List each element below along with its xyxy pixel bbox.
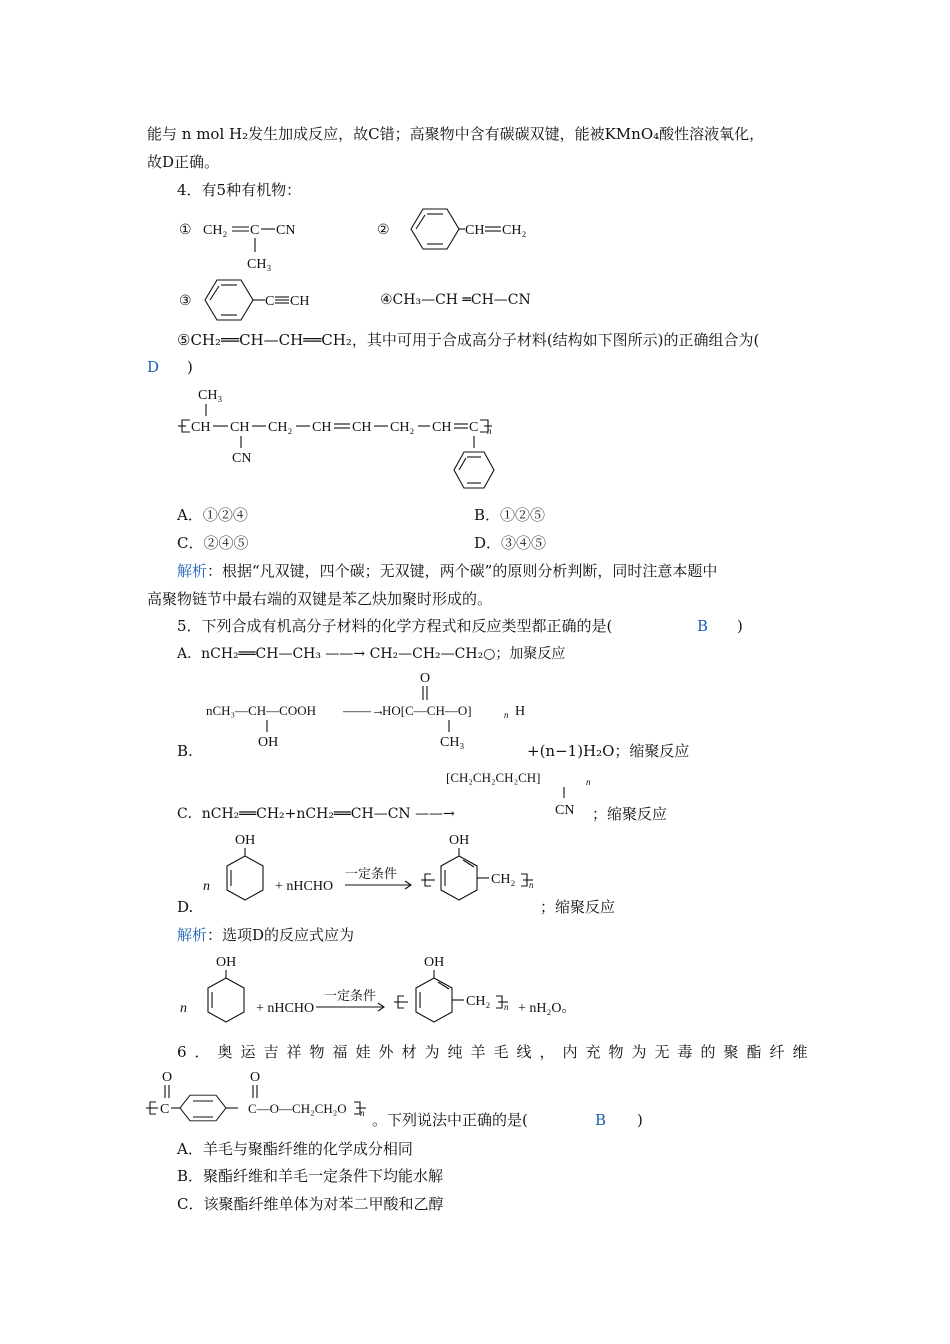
q6-option-b: B．聚酯纤维和羊毛一定条件下均能水解 (177, 1167, 444, 1185)
b-product: HO[C—CH—O] (382, 703, 472, 718)
e-oh: OH (216, 955, 237, 970)
q5-explanation-label: 解析 (177, 926, 208, 944)
e-n: n (180, 1001, 187, 1016)
b-ch3: CH₃ (440, 735, 465, 750)
q5-explanation-equation (172, 952, 632, 1038)
poly-ch2-a: CH₂ (268, 420, 293, 435)
q5-close-paren: ) (737, 617, 743, 635)
c3-c: C (265, 294, 275, 309)
e-poly-ch2: CH₂ (466, 994, 491, 1009)
pe-c1: C (160, 1102, 170, 1117)
c1-cn: CN (276, 223, 296, 238)
c-poly: [CH₂CH₂CH₂CH] (446, 770, 541, 785)
q4-answer: D (147, 358, 160, 376)
q4-option-b: B．①②⑤ (474, 506, 546, 524)
polymer-structure (176, 386, 506, 498)
q4-explanation-line1: ：根据“凡双键，四个碳；无双键，两个碳”的原则分析判断，同时注意本题中 (207, 562, 718, 580)
q4-option-d: D．③④⑤ (474, 534, 547, 552)
d-plus: + nHCHO (275, 879, 334, 894)
d-poly-n: n (529, 880, 534, 890)
c2-ch: CH (465, 223, 485, 238)
poly-ch-c: CH (312, 420, 332, 435)
b-lhs: nCH₃—CH—COOH (206, 703, 316, 718)
q4-close-paren: ) (187, 358, 193, 376)
polyester-structure (146, 1068, 406, 1122)
pe-o1: O (162, 1070, 173, 1085)
q6-close-paren: ) (637, 1111, 643, 1129)
poly-n: n (487, 426, 492, 436)
q4-explanation-label: 解析 (177, 562, 208, 580)
prev-text-line2: 故D正确。 (147, 153, 220, 171)
poly-c-end: C (469, 420, 479, 435)
prev-text-line1: 能与 n mol H₂发生加成反应，故C错；高聚物中含有碳碳双键，能被KMnO₄酸性溶液氧化， (147, 125, 765, 143)
b-h: H (515, 704, 526, 719)
compound-5-line: ⑤CH₂══CH—CH══CH₂，其中可用于合成高分子材料(结构如下图所示)的正确组合为( (177, 331, 760, 349)
q5-option-a: A．nCH₂══CH—CH₃ ——→ CH₂—CH₂—CH₂○；加聚反应 (177, 646, 566, 662)
q5-stem: 5．下列合成有机高分子材料的化学方程式和反应类型都正确的是( (177, 617, 613, 635)
q5-option-b-label: B. (177, 742, 193, 760)
d-oh: OH (235, 833, 256, 848)
q6-option-a: A．羊毛与聚酯纤维的化学成分相同 (177, 1140, 413, 1158)
compound-1-structure (177, 212, 317, 274)
b-oh: OH (258, 735, 279, 750)
c1-c: C (250, 223, 260, 238)
poly-ch-a: CH (191, 420, 211, 435)
b-o: O (420, 671, 431, 686)
c-n: n (586, 777, 591, 787)
b-arrow: ——→ (343, 704, 385, 719)
poly-ch3: CH₃ (198, 388, 223, 403)
c1-num: ① (179, 223, 192, 238)
c-cn: CN (555, 803, 575, 818)
compound-3-structure (177, 276, 327, 326)
poly-ch2-b: CH₂ (390, 420, 415, 435)
poly-ch-b: CH (230, 420, 250, 435)
q5-answer: B (697, 617, 709, 635)
e-poly-oh: OH (424, 955, 445, 970)
q4-explanation-line2: 高聚物链节中最右端的双键是苯乙炔加聚时形成的。 (147, 590, 493, 608)
poly-ch-e: CH (432, 420, 452, 435)
e-poly-n: n (504, 1002, 509, 1012)
e-cond: 一定条件 (324, 988, 377, 1003)
d-poly-ch2: CH₂ (491, 872, 516, 887)
q5-option-c-tail: ；缩聚反应 (592, 805, 668, 823)
d-poly-oh: OH (449, 833, 470, 848)
q6-stem-tail: 。下列说法中正确的是( (372, 1111, 528, 1129)
d-cond: 一定条件 (345, 866, 398, 881)
q5-option-b-tail: +(n−1)H₂O；缩聚反应 (527, 742, 690, 760)
poly-ch-d: CH (352, 420, 372, 435)
q5-option-d-equation (195, 830, 555, 916)
pe-o2: O (250, 1070, 261, 1085)
q5-explanation-line1: ：选项D的反应式应为 (207, 926, 355, 944)
q5-option-d-tail: ；缩聚反应 (540, 898, 616, 916)
q6-option-c: C．该聚酯纤维单体为对苯二甲酸和乙醇 (177, 1195, 444, 1213)
poly-cn: CN (232, 451, 252, 466)
b-n: n (504, 710, 509, 720)
q4-stem: 4．有5种有机物： (177, 181, 302, 199)
c3-ch: CH (290, 294, 310, 309)
compound-4: ④CH₃—CH ═CH—CN (380, 292, 531, 308)
pe-chain: C—O—CH₂CH₂O (248, 1101, 347, 1116)
q4-option-a: A．①②④ (177, 506, 248, 524)
c1-ch2: CH₂ (203, 223, 228, 238)
d-n: n (203, 879, 210, 894)
q6-line1: 6．奥运吉祥物福娃外材为纯羊毛线，内充物为无毒的聚酯纤维 (177, 1043, 816, 1061)
c2-num: ② (377, 223, 390, 238)
compound-2-structure (377, 205, 547, 255)
c3-num: ③ (179, 294, 192, 309)
q5-option-d-label: D. (177, 898, 194, 916)
e-tail: + nH₂O。 (518, 1001, 576, 1016)
c1-ch3: CH₃ (247, 257, 272, 272)
q4-option-c: C．②④⑤ (177, 534, 249, 552)
q5-option-c-line: C．nCH₂══CH₂+nCH₂══CH—CN ——→ (177, 806, 455, 822)
pe-n: n (360, 1108, 365, 1118)
q6-answer: B (595, 1111, 607, 1129)
e-plus: + nHCHO (256, 1001, 315, 1016)
c2-ch2: CH₂ (502, 223, 527, 238)
